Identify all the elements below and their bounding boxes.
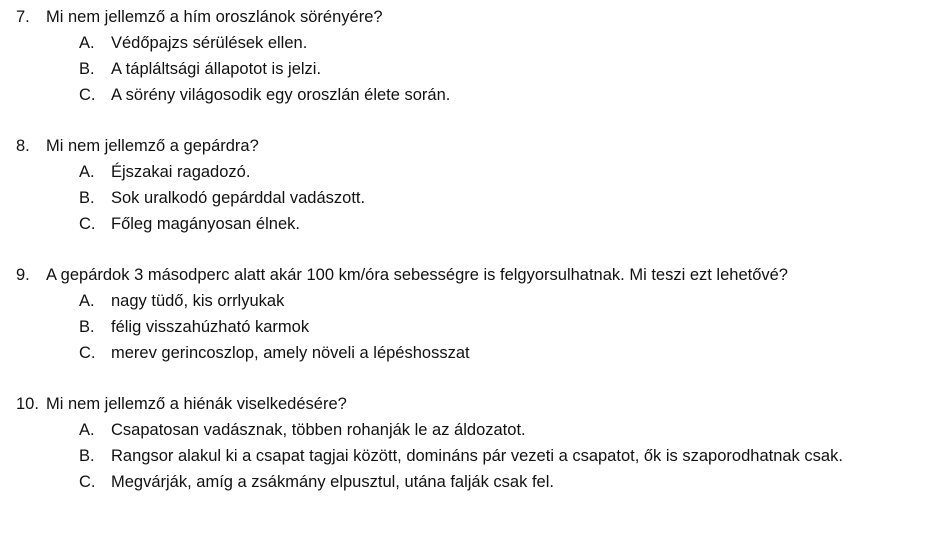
option-letter: B. xyxy=(79,318,95,336)
option-text: Sok uralkodó gepárddal vadászott. xyxy=(111,189,366,207)
option-letter: C. xyxy=(79,344,96,362)
quiz-document xyxy=(0,4,937,520)
answer-option-a xyxy=(0,417,937,443)
option-text: Éjszakai ragadozó. xyxy=(111,163,251,181)
option-letter: A. xyxy=(79,292,95,310)
question-line xyxy=(0,4,937,30)
option-text: Főleg magányosan élnek. xyxy=(111,215,300,233)
answer-options xyxy=(0,159,937,237)
option-letter: B. xyxy=(79,189,95,207)
option-letter: C. xyxy=(79,86,96,104)
option-letter: C. xyxy=(79,215,96,233)
question-text: Mi nem jellemző a hím oroszlánok sörényére? xyxy=(46,8,383,26)
answer-option-b xyxy=(0,56,937,82)
option-text: A sörény világosodik egy oroszlán élete során. xyxy=(111,86,451,104)
option-text: nagy tüdő, kis orrlyukak xyxy=(111,292,285,310)
answer-option-a xyxy=(0,288,937,314)
question-text: Mi nem jellemző a hiénák viselkedésére? xyxy=(46,395,347,413)
answer-option-c xyxy=(0,340,937,366)
option-letter: A. xyxy=(79,163,95,181)
answer-option-a xyxy=(0,30,937,56)
answer-option-a xyxy=(0,159,937,185)
question-number: 10. xyxy=(16,395,39,413)
question-line xyxy=(0,262,937,288)
question-10 xyxy=(0,391,937,495)
option-letter: C. xyxy=(79,473,96,491)
option-text: A tápláltsági állapotot is jelzi. xyxy=(111,60,322,78)
question-line xyxy=(0,391,937,417)
question-number: 7. xyxy=(16,8,30,26)
question-8 xyxy=(0,133,937,237)
option-letter: B. xyxy=(79,60,95,78)
question-number: 8. xyxy=(16,137,30,155)
answer-option-c xyxy=(0,469,937,495)
answer-option-b xyxy=(0,314,937,340)
question-text: Mi nem jellemző a gepárdra? xyxy=(46,137,259,155)
question-text: A gepárdok 3 másodperc alatt akár 100 km/óra sebességre is felgyorsulhatnak. Mi teszi ezt lehetővé? xyxy=(46,266,788,284)
answer-option-c xyxy=(0,211,937,237)
question-line xyxy=(0,133,937,159)
answer-options xyxy=(0,288,937,366)
option-text: Csapatosan vadásznak, többen rohanják le az áldozatot. xyxy=(111,421,526,439)
option-text: merev gerincoszlop, amely növeli a lépéshosszat xyxy=(111,344,470,362)
option-letter: A. xyxy=(79,421,95,439)
question-number: 9. xyxy=(16,266,30,284)
answer-option-b xyxy=(0,443,937,469)
option-text: Védőpajzs sérülések ellen. xyxy=(111,34,308,52)
option-text: félig visszahúzható karmok xyxy=(111,318,310,336)
option-text: Megvárják, amíg a zsákmány elpusztul, utána falják csak fel. xyxy=(111,473,554,491)
answer-option-b xyxy=(0,185,937,211)
option-text: Rangsor alakul ki a csapat tagjai között, domináns pár vezeti a csapatot, ők is szaporodhatnak csak. xyxy=(111,447,843,465)
question-9 xyxy=(0,262,937,366)
option-letter: B. xyxy=(79,447,95,465)
answer-options xyxy=(0,417,937,495)
answer-options xyxy=(0,30,937,108)
question-7 xyxy=(0,4,937,108)
answer-option-c xyxy=(0,82,937,108)
option-letter: A. xyxy=(79,34,95,52)
